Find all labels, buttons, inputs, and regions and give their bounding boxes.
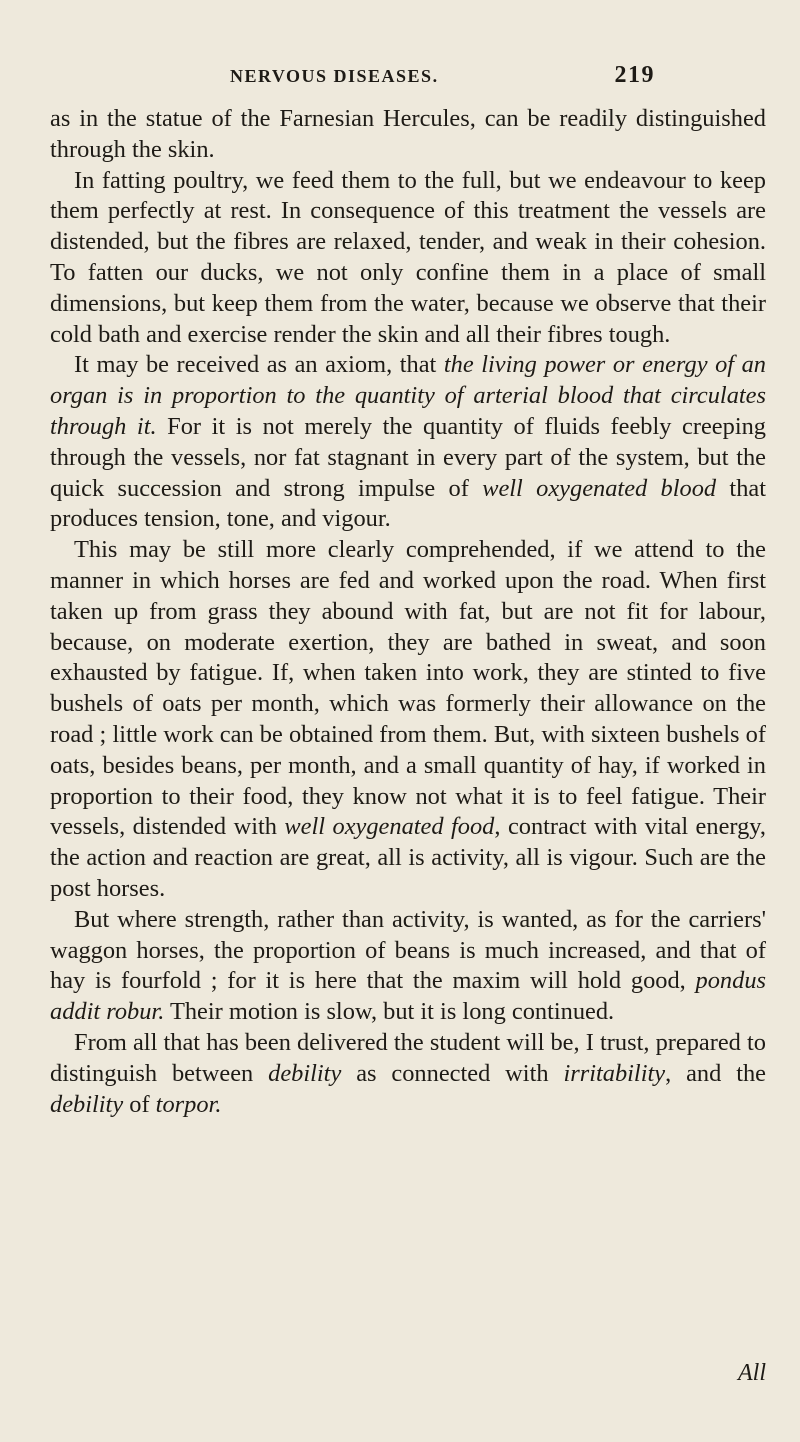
text-run: that produces tension, tone, and vigour. bbox=[50, 474, 766, 533]
paragraph bbox=[50, 166, 766, 351]
page-number: 219 bbox=[614, 62, 655, 88]
page-header bbox=[230, 62, 655, 98]
italic-text: well oxygenated blood bbox=[482, 474, 717, 502]
body-text bbox=[50, 104, 766, 1120]
italic-text: debility bbox=[50, 1090, 124, 1118]
text-run: as connected with bbox=[341, 1059, 564, 1087]
paragraph bbox=[50, 104, 766, 166]
text-run: Their motion is slow, but it is long continued. bbox=[164, 998, 615, 1026]
paragraph bbox=[50, 1028, 766, 1120]
text-run: In fatting poultry, we feed them to the full, but we endeavour to keep them perfectly at rest. In consequence of this treatment the vessels are distended, but the fibres are relaxed, tender, and weak in their cohesion. To fatten our ducks, we not only confine them in a place of small dimensions, but keep them from the water, because we observe that their cold bath and exercise render the skin and all their fibres tough. bbox=[50, 166, 766, 348]
paragraph bbox=[50, 905, 766, 1028]
paragraph bbox=[50, 350, 766, 535]
text-run: , and the bbox=[665, 1059, 767, 1087]
text-run: This may be still more clearly comprehended, if we attend to the manner in which horses are fed and worked upon the road. When first taken up from grass they abound with fat, but are not fit for labour, because, on moderate exertion, they are bathed in sweat, and soon exhausted by fatigue. If, when taken into work, they are stinted to five bushels of oats per month, which was formerly their allowance on the road ; little work can be obtained from them. But, with sixteen bushels of oats, besides beans, per month, and a small quantity of hay, if worked in proportion to their food, they know not what it is to feel fatigue. Their vessels, distended with bbox=[50, 536, 766, 841]
italic-text: irritability bbox=[563, 1059, 666, 1087]
italic-text: debility bbox=[268, 1059, 342, 1087]
text-run: For it is not merely the quantity of fluids feebly creeping through the vessels, nor fat stagnant in every part of the system, but the quick succession and strong impulse of bbox=[50, 412, 766, 502]
text-run: of bbox=[123, 1090, 156, 1118]
text-run: But where strength, rather than activity, is wanted, as for the carriers' waggon horses, the proportion of beans is much increased, and that of hay is fourfold ; for it is here that the maxim will hold good, bbox=[50, 905, 766, 995]
catchword: All bbox=[738, 1360, 766, 1386]
italic-text: the living power or energy of an organ is in proportion to the quantity of arterial blood that circulates through it. bbox=[50, 351, 766, 440]
running-head: NERVOUS DISEASES. bbox=[230, 66, 439, 86]
italic-text: pondus addit robur. bbox=[50, 967, 766, 1026]
text-run: From all that has been delivered the student will be, I trust, prepared to distinguish between bbox=[50, 1028, 766, 1087]
text-run: It may be received as an axiom, that bbox=[74, 351, 444, 379]
italic-text: torpor. bbox=[155, 1090, 222, 1118]
paragraph bbox=[50, 535, 766, 905]
text-run: as in the statue of the Farnesian Hercules, can be readily distinguished through the skin. bbox=[50, 105, 766, 163]
text-run: , contract with vital energy, the action and reaction are great, all is activity, all is vigour. Such are the post horses. bbox=[50, 813, 766, 902]
italic-text: well oxygenated food bbox=[284, 813, 495, 841]
